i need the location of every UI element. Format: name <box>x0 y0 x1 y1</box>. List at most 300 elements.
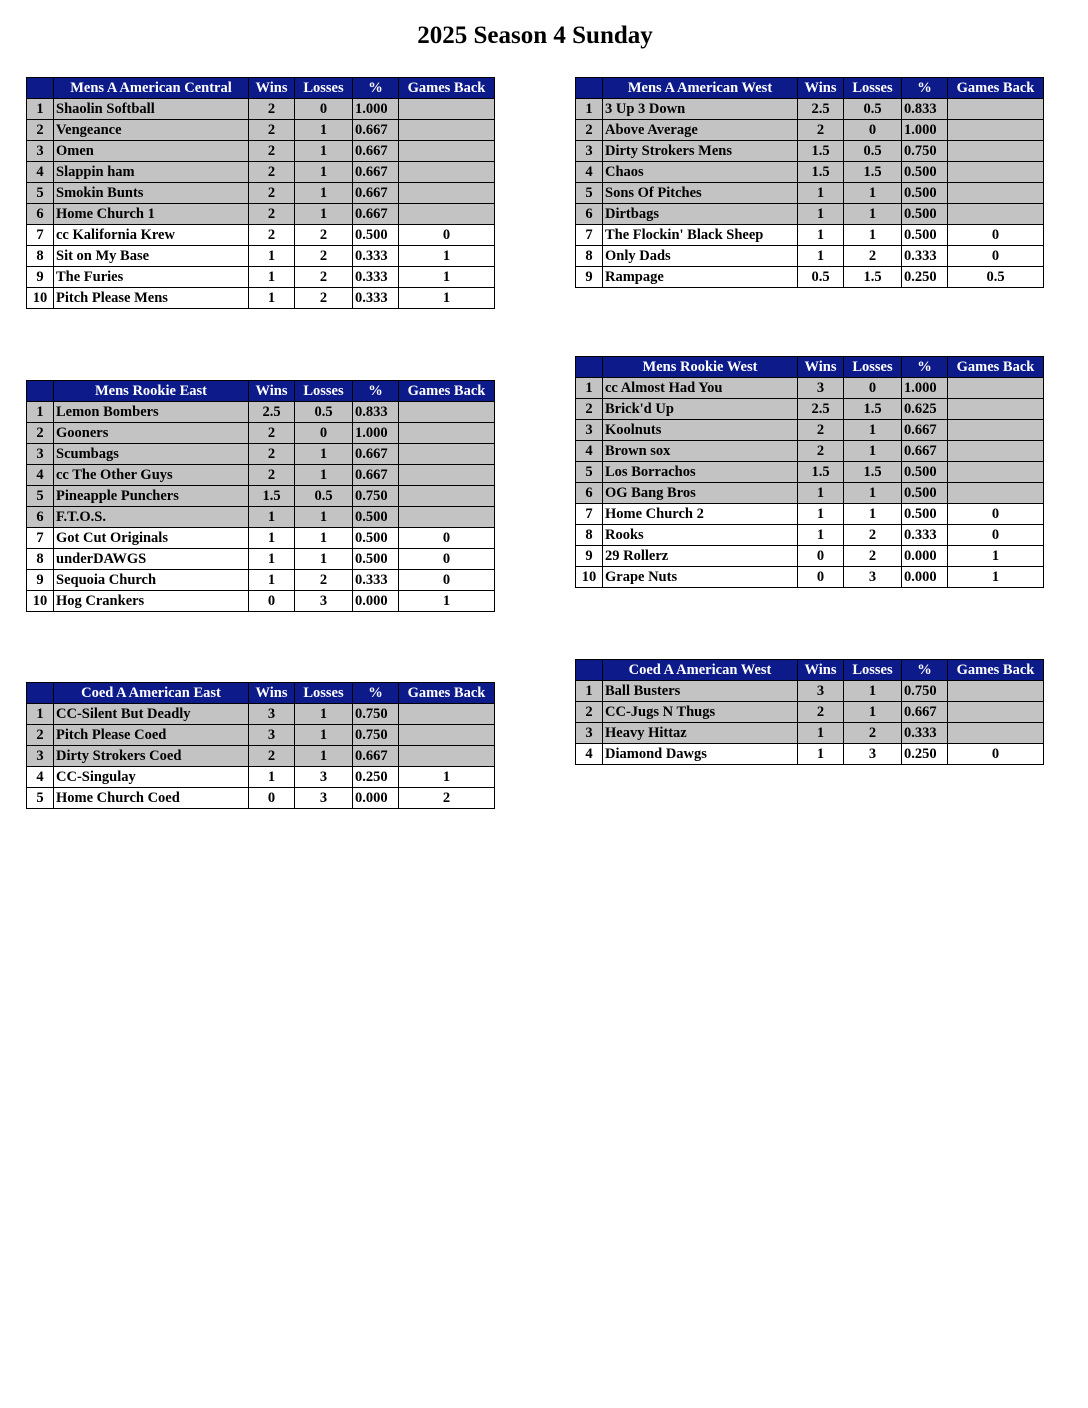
losses-cell: 1 <box>295 204 353 225</box>
losses-cell: 2 <box>844 525 902 546</box>
wins-cell: 2.5 <box>798 399 844 420</box>
pct-cell: 0.250 <box>902 744 948 765</box>
team-cell: Ball Busters <box>603 681 798 702</box>
team-cell: underDAWGS <box>54 549 249 570</box>
wins-cell: 2 <box>249 183 295 204</box>
losses-cell: 1 <box>844 702 902 723</box>
games-back-cell <box>399 486 495 507</box>
games-back-cell <box>948 441 1044 462</box>
games-back-cell <box>399 746 495 767</box>
team-cell: Got Cut Originals <box>54 528 249 549</box>
losses-cell: 1 <box>295 549 353 570</box>
games-back-cell <box>399 204 495 225</box>
team-cell: F.T.O.S. <box>54 507 249 528</box>
header-losses: Losses <box>295 78 353 99</box>
rank-cell: 5 <box>576 462 603 483</box>
team-cell: Heavy Hittaz <box>603 723 798 744</box>
team-cell: Sequoia Church <box>54 570 249 591</box>
pct-cell: 0.500 <box>902 504 948 525</box>
losses-cell: 3 <box>844 567 902 588</box>
header-pct: % <box>902 78 948 99</box>
pct-cell: 0.333 <box>353 267 399 288</box>
rank-cell: 6 <box>576 204 603 225</box>
wins-cell: 2 <box>249 120 295 141</box>
pct-cell: 1.000 <box>902 120 948 141</box>
pct-cell: 0.667 <box>353 141 399 162</box>
pct-cell: 0.250 <box>902 267 948 288</box>
pct-cell: 0.750 <box>353 725 399 746</box>
losses-cell: 0.5 <box>844 99 902 120</box>
table-row <box>27 423 495 444</box>
table-row <box>27 746 495 767</box>
games-back-cell <box>948 162 1044 183</box>
rank-cell: 4 <box>576 744 603 765</box>
team-cell: OG Bang Bros <box>603 483 798 504</box>
losses-cell: 0 <box>844 120 902 141</box>
wins-cell: 1 <box>798 183 844 204</box>
pct-cell: 0.667 <box>902 441 948 462</box>
table-row <box>27 704 495 725</box>
pct-cell: 0.333 <box>353 288 399 309</box>
division-name: Mens A American West <box>603 78 798 99</box>
losses-cell: 0.5 <box>295 402 353 423</box>
team-cell: cc The Other Guys <box>54 465 249 486</box>
wins-cell: 1 <box>249 528 295 549</box>
wins-cell: 1 <box>798 504 844 525</box>
games-back-cell: 0 <box>948 225 1044 246</box>
table-row <box>576 702 1044 723</box>
team-cell: Omen <box>54 141 249 162</box>
losses-cell: 1 <box>844 504 902 525</box>
table-row <box>576 141 1044 162</box>
wins-cell: 2.5 <box>249 402 295 423</box>
team-cell: Koolnuts <box>603 420 798 441</box>
wins-cell: 3 <box>249 704 295 725</box>
team-cell: Grape Nuts <box>603 567 798 588</box>
team-cell: The Flockin' Black Sheep <box>603 225 798 246</box>
losses-cell: 1 <box>295 528 353 549</box>
table-row <box>576 183 1044 204</box>
rank-cell: 10 <box>27 591 54 612</box>
table-row <box>27 465 495 486</box>
team-cell: Dirty Strokers Coed <box>54 746 249 767</box>
losses-cell: 1 <box>295 120 353 141</box>
table-row <box>576 462 1044 483</box>
division-table-mens-a-american-central <box>26 77 495 309</box>
games-back-cell <box>399 183 495 204</box>
pct-cell: 1.000 <box>902 378 948 399</box>
wins-cell: 2 <box>798 441 844 462</box>
rank-cell: 2 <box>576 399 603 420</box>
table-row <box>27 183 495 204</box>
table-row <box>27 246 495 267</box>
wins-cell: 2.5 <box>798 99 844 120</box>
losses-cell: 0 <box>844 378 902 399</box>
games-back-cell <box>948 399 1044 420</box>
division-name: Mens Rookie East <box>54 381 249 402</box>
games-back-cell: 0 <box>399 570 495 591</box>
table-row <box>27 99 495 120</box>
header-rank <box>27 683 54 704</box>
games-back-cell: 1 <box>948 567 1044 588</box>
team-cell: cc Almost Had You <box>603 378 798 399</box>
header-games-back: Games Back <box>948 357 1044 378</box>
rank-cell: 6 <box>27 507 54 528</box>
games-back-cell <box>399 162 495 183</box>
team-cell: Smokin Bunts <box>54 183 249 204</box>
games-back-cell: 1 <box>399 246 495 267</box>
losses-cell: 2 <box>844 246 902 267</box>
rank-cell: 5 <box>27 486 54 507</box>
table-row <box>576 441 1044 462</box>
rank-cell: 2 <box>27 423 54 444</box>
wins-cell: 0 <box>798 546 844 567</box>
rank-cell: 4 <box>576 441 603 462</box>
team-cell: Diamond Dawgs <box>603 744 798 765</box>
games-back-cell: 0 <box>948 744 1044 765</box>
team-cell: CC-Jugs N Thugs <box>603 702 798 723</box>
header-games-back: Games Back <box>399 683 495 704</box>
table-row <box>576 99 1044 120</box>
pct-cell: 0.833 <box>902 99 948 120</box>
header-pct: % <box>902 357 948 378</box>
losses-cell: 1 <box>844 204 902 225</box>
losses-cell: 1 <box>295 725 353 746</box>
pct-cell: 0.500 <box>353 507 399 528</box>
wins-cell: 1 <box>798 246 844 267</box>
games-back-cell: 0 <box>948 246 1044 267</box>
team-cell: Lemon Bombers <box>54 402 249 423</box>
wins-cell: 0 <box>249 591 295 612</box>
pct-cell: 0.500 <box>353 549 399 570</box>
header-rank <box>576 78 603 99</box>
rank-cell: 4 <box>27 465 54 486</box>
division-table-mens-rookie-west <box>575 356 1044 588</box>
table-row <box>27 267 495 288</box>
losses-cell: 3 <box>295 591 353 612</box>
rank-cell: 2 <box>27 120 54 141</box>
header-wins: Wins <box>798 357 844 378</box>
rank-cell: 3 <box>27 746 54 767</box>
header-games-back: Games Back <box>948 660 1044 681</box>
header-rank <box>27 381 54 402</box>
header-wins: Wins <box>798 660 844 681</box>
rank-cell: 4 <box>576 162 603 183</box>
header-wins: Wins <box>798 78 844 99</box>
header-losses: Losses <box>295 381 353 402</box>
header-row <box>27 683 495 704</box>
division-table-coed-a-american-west <box>575 659 1044 765</box>
team-cell: Slappin ham <box>54 162 249 183</box>
team-cell: cc Kalifornia Krew <box>54 225 249 246</box>
team-cell: Above Average <box>603 120 798 141</box>
losses-cell: 3 <box>295 767 353 788</box>
wins-cell: 2 <box>798 420 844 441</box>
rank-cell: 7 <box>576 504 603 525</box>
team-cell: Vengeance <box>54 120 249 141</box>
pct-cell: 1.000 <box>353 99 399 120</box>
losses-cell: 1 <box>295 704 353 725</box>
losses-cell: 0.5 <box>295 486 353 507</box>
rank-cell: 8 <box>27 246 54 267</box>
division-name: Coed A American East <box>54 683 249 704</box>
wins-cell: 1 <box>249 570 295 591</box>
games-back-cell <box>948 681 1044 702</box>
header-rank <box>576 357 603 378</box>
table-row <box>27 486 495 507</box>
table-row <box>27 162 495 183</box>
rank-cell: 3 <box>576 723 603 744</box>
table-row <box>576 399 1044 420</box>
pct-cell: 0.667 <box>353 465 399 486</box>
pct-cell: 0.667 <box>353 204 399 225</box>
losses-cell: 2 <box>844 546 902 567</box>
table-row <box>576 162 1044 183</box>
games-back-cell: 1 <box>399 267 495 288</box>
games-back-cell: 1 <box>399 288 495 309</box>
pct-cell: 0.333 <box>353 246 399 267</box>
table-row <box>576 225 1044 246</box>
wins-cell: 1.5 <box>798 141 844 162</box>
rank-cell: 1 <box>576 99 603 120</box>
games-back-cell <box>948 483 1044 504</box>
rank-cell: 7 <box>27 225 54 246</box>
rank-cell: 10 <box>576 567 603 588</box>
wins-cell: 2 <box>249 423 295 444</box>
pct-cell: 0.500 <box>902 225 948 246</box>
wins-cell: 1.5 <box>798 162 844 183</box>
wins-cell: 1 <box>249 288 295 309</box>
rank-cell: 3 <box>576 420 603 441</box>
wins-cell: 2 <box>798 702 844 723</box>
games-back-cell <box>399 99 495 120</box>
pct-cell: 0.667 <box>353 162 399 183</box>
pct-cell: 0.000 <box>353 591 399 612</box>
wins-cell: 3 <box>798 681 844 702</box>
rank-cell: 1 <box>576 681 603 702</box>
wins-cell: 2 <box>249 746 295 767</box>
wins-cell: 2 <box>249 99 295 120</box>
losses-cell: 1 <box>844 420 902 441</box>
rank-cell: 2 <box>27 725 54 746</box>
rank-cell: 2 <box>576 120 603 141</box>
team-cell: Hog Crankers <box>54 591 249 612</box>
wins-cell: 1 <box>249 246 295 267</box>
table-row <box>576 681 1044 702</box>
header-games-back: Games Back <box>948 78 1044 99</box>
team-cell: Sit on My Base <box>54 246 249 267</box>
team-cell: Home Church Coed <box>54 788 249 809</box>
losses-cell: 0 <box>295 99 353 120</box>
table-row <box>576 420 1044 441</box>
losses-cell: 1 <box>844 225 902 246</box>
games-back-cell: 1 <box>399 767 495 788</box>
page-title: 2025 Season 4 Sunday <box>417 22 653 49</box>
rank-cell: 4 <box>27 767 54 788</box>
rank-cell: 8 <box>27 549 54 570</box>
team-cell: The Furies <box>54 267 249 288</box>
team-cell: Los Borrachos <box>603 462 798 483</box>
pct-cell: 0.750 <box>902 681 948 702</box>
losses-cell: 2 <box>295 570 353 591</box>
table-row <box>576 483 1044 504</box>
games-back-cell <box>399 444 495 465</box>
table-row <box>576 204 1044 225</box>
games-back-cell <box>948 141 1044 162</box>
losses-cell: 1 <box>295 162 353 183</box>
pct-cell: 0.500 <box>902 162 948 183</box>
wins-cell: 2 <box>249 465 295 486</box>
wins-cell: 2 <box>249 204 295 225</box>
games-back-cell: 1 <box>948 546 1044 567</box>
rank-cell: 3 <box>27 444 54 465</box>
table-row <box>27 591 495 612</box>
games-back-cell: 0 <box>399 528 495 549</box>
wins-cell: 3 <box>249 725 295 746</box>
team-cell: Home Church 2 <box>603 504 798 525</box>
pct-cell: 0.750 <box>353 486 399 507</box>
table-row <box>27 204 495 225</box>
table-row <box>27 402 495 423</box>
rank-cell: 8 <box>576 525 603 546</box>
games-back-cell <box>399 120 495 141</box>
pct-cell: 0.667 <box>353 120 399 141</box>
wins-cell: 1 <box>798 483 844 504</box>
division-table-coed-a-american-east <box>26 682 495 809</box>
games-back-cell <box>948 420 1044 441</box>
losses-cell: 1.5 <box>844 162 902 183</box>
table-row <box>27 788 495 809</box>
pct-cell: 0.500 <box>902 483 948 504</box>
games-back-cell <box>399 423 495 444</box>
header-losses: Losses <box>295 683 353 704</box>
wins-cell: 1 <box>249 549 295 570</box>
pct-cell: 0.667 <box>902 702 948 723</box>
pct-cell: 0.250 <box>353 767 399 788</box>
losses-cell: 2 <box>844 723 902 744</box>
rank-cell: 9 <box>576 267 603 288</box>
table-row <box>27 570 495 591</box>
table-row <box>576 567 1044 588</box>
games-back-cell <box>948 120 1044 141</box>
team-cell: CC-Singulay <box>54 767 249 788</box>
pct-cell: 0.333 <box>902 723 948 744</box>
team-cell: Dirty Strokers Mens <box>603 141 798 162</box>
team-cell: Pitch Please Coed <box>54 725 249 746</box>
wins-cell: 2 <box>249 162 295 183</box>
losses-cell: 1 <box>844 183 902 204</box>
pct-cell: 0.333 <box>902 525 948 546</box>
wins-cell: 0.5 <box>798 267 844 288</box>
pct-cell: 0.667 <box>902 420 948 441</box>
team-cell: Chaos <box>603 162 798 183</box>
losses-cell: 1 <box>295 465 353 486</box>
wins-cell: 1.5 <box>249 486 295 507</box>
table-row <box>27 507 495 528</box>
header-games-back: Games Back <box>399 381 495 402</box>
table-row <box>576 504 1044 525</box>
header-row <box>27 78 495 99</box>
wins-cell: 3 <box>798 378 844 399</box>
wins-cell: 1 <box>249 507 295 528</box>
pct-cell: 0.625 <box>902 399 948 420</box>
table-row <box>27 225 495 246</box>
team-cell: Brick'd Up <box>603 399 798 420</box>
rank-cell: 7 <box>576 225 603 246</box>
games-back-cell <box>948 702 1044 723</box>
pct-cell: 0.500 <box>353 528 399 549</box>
pct-cell: 0.667 <box>353 746 399 767</box>
losses-cell: 1 <box>844 441 902 462</box>
table-row <box>576 546 1044 567</box>
header-losses: Losses <box>844 660 902 681</box>
pct-cell: 0.500 <box>902 183 948 204</box>
table-row <box>27 444 495 465</box>
games-back-cell <box>948 462 1044 483</box>
wins-cell: 1 <box>798 525 844 546</box>
header-rank <box>27 78 54 99</box>
pct-cell: 0.333 <box>902 246 948 267</box>
rank-cell: 1 <box>27 99 54 120</box>
pct-cell: 0.750 <box>902 141 948 162</box>
table-row <box>27 288 495 309</box>
team-cell: Home Church 1 <box>54 204 249 225</box>
losses-cell: 2 <box>295 246 353 267</box>
losses-cell: 2 <box>295 288 353 309</box>
wins-cell: 0 <box>249 788 295 809</box>
rank-cell: 3 <box>576 141 603 162</box>
wins-cell: 1 <box>249 767 295 788</box>
pct-cell: 0.000 <box>902 546 948 567</box>
games-back-cell <box>948 183 1044 204</box>
wins-cell: 2 <box>249 141 295 162</box>
division-table-mens-a-american-west <box>575 77 1044 288</box>
pct-cell: 0.750 <box>353 704 399 725</box>
losses-cell: 1.5 <box>844 267 902 288</box>
header-pct: % <box>353 683 399 704</box>
rank-cell: 9 <box>27 267 54 288</box>
rank-cell: 4 <box>27 162 54 183</box>
header-pct: % <box>902 660 948 681</box>
team-cell: 3 Up 3 Down <box>603 99 798 120</box>
losses-cell: 1 <box>295 746 353 767</box>
losses-cell: 1.5 <box>844 399 902 420</box>
pct-cell: 0.500 <box>902 462 948 483</box>
header-wins: Wins <box>249 381 295 402</box>
header-losses: Losses <box>844 78 902 99</box>
games-back-cell: 0.5 <box>948 267 1044 288</box>
losses-cell: 1.5 <box>844 462 902 483</box>
losses-cell: 3 <box>295 788 353 809</box>
table-row <box>27 120 495 141</box>
losses-cell: 1 <box>844 483 902 504</box>
games-back-cell <box>399 141 495 162</box>
wins-cell: 1 <box>798 225 844 246</box>
pct-cell: 0.333 <box>353 570 399 591</box>
pct-cell: 1.000 <box>353 423 399 444</box>
losses-cell: 1 <box>844 681 902 702</box>
rank-cell: 5 <box>576 183 603 204</box>
games-back-cell <box>948 204 1044 225</box>
header-row <box>576 660 1044 681</box>
rank-cell: 10 <box>27 288 54 309</box>
division-name: Coed A American West <box>603 660 798 681</box>
losses-cell: 1 <box>295 183 353 204</box>
table-row <box>27 767 495 788</box>
losses-cell: 1 <box>295 507 353 528</box>
games-back-cell: 0 <box>948 525 1044 546</box>
team-cell: Scumbags <box>54 444 249 465</box>
